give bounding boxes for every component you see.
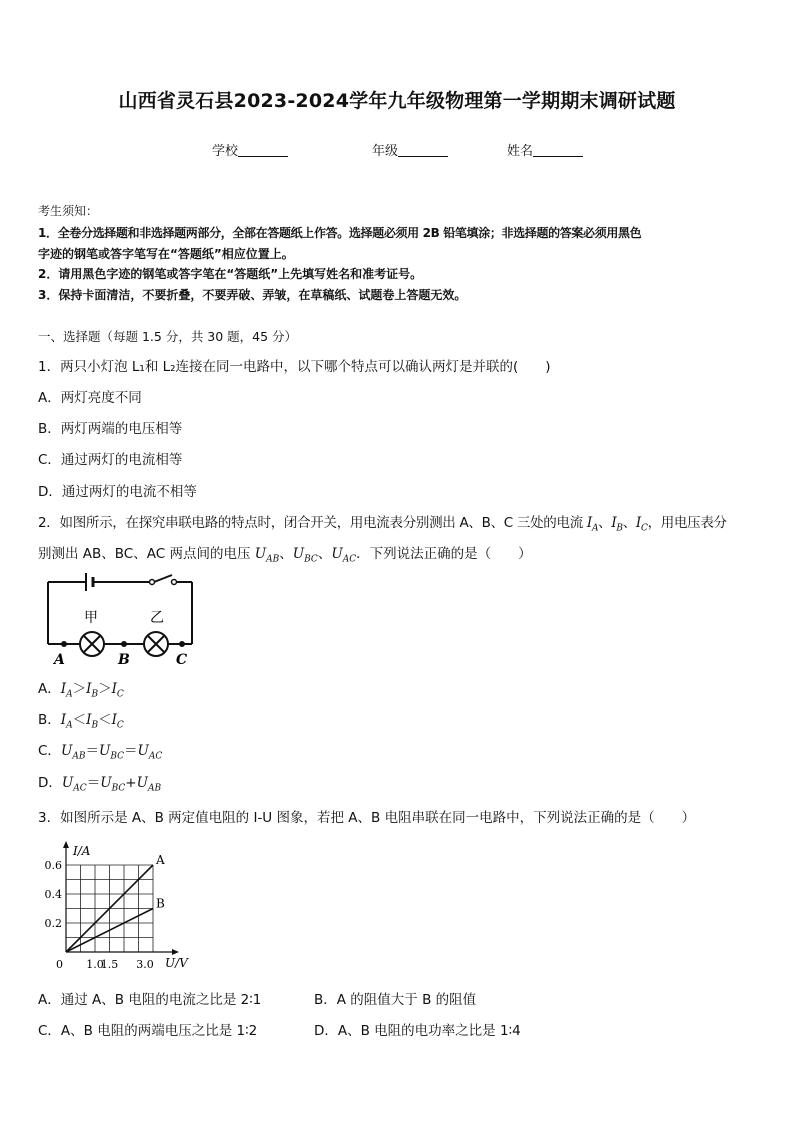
series-label-a: A	[156, 853, 165, 867]
y-tick-label: 0.2	[44, 917, 62, 930]
q2-option-a[interactable]: A．$I_A>I_B>I_C$	[38, 681, 124, 700]
series-label-b: B	[156, 896, 165, 911]
point-c-label: C	[176, 652, 188, 668]
section-heading: 一、选择题（每题 1.5 分，共 30 题，45 分）	[38, 329, 298, 344]
x-tick-label: 1.5	[100, 958, 119, 971]
grade-field[interactable]	[372, 140, 448, 159]
q2-stem-line2: 别测出 AB、BC、AC 两点间的电压 $U_{AB}$、$U_{BC}$、$U_{AC}$．下列说法正确的是（ ）	[38, 546, 532, 565]
circuit-diagram	[40, 570, 200, 670]
name-blank[interactable]	[533, 143, 583, 157]
q1-stem: 1．两只小灯泡 L₁和 L₂连接在同一电路中，以下哪个特点可以确认两灯是并联的( )	[38, 359, 551, 375]
iu-graph	[30, 840, 200, 975]
y-tick-label: 0.6	[44, 859, 62, 872]
notice-line-3: 3．保持卡面清洁，不要折叠，不要弄破、弄皱，在草稿纸、试题卷上答题无效。	[38, 288, 467, 302]
point-a-dot	[61, 641, 67, 647]
notice-line-1b: 字迹的钢笔或答字笔写在“答题纸”相应位置上。	[38, 247, 294, 261]
q2-option-d[interactable]: D．$U_{AC}=U_{BC}+U_{AB}$	[38, 775, 162, 794]
point-b-dot	[121, 641, 127, 647]
x-tick-label: 1.0	[86, 958, 104, 971]
grade-label: 年级	[372, 144, 399, 159]
y-axis-label: I/A	[73, 844, 91, 858]
name-label: 姓名	[507, 144, 534, 159]
q2-option-b[interactable]: B．$I_A<I_B<I_C$	[38, 712, 124, 731]
x-axis-label: U/V	[165, 956, 188, 970]
lamp-jia-label: 甲	[84, 610, 98, 626]
notice-heading: 考生须知：	[38, 204, 99, 218]
point-b-label: B	[118, 652, 130, 668]
school-label: 学校	[212, 144, 239, 159]
page-title: 山西省灵石县2023-2024学年九年级物理第一学期期末调研试题	[118, 90, 676, 112]
school-blank[interactable]	[238, 143, 288, 157]
lamp-yi-label: 乙	[150, 610, 164, 626]
q1-option-c[interactable]: C．通过两灯的电流相等	[38, 452, 183, 468]
grade-blank[interactable]	[398, 143, 448, 157]
x-tick-label: 0	[56, 958, 63, 971]
x-axis-arrow	[172, 949, 179, 955]
q3-option-d[interactable]: D．A、B 电阻的电功率之比是 1∶4	[314, 1023, 521, 1039]
q1-option-d[interactable]: D．通过两灯的电流不相等	[38, 484, 197, 500]
y-tick-label: 0.4	[44, 888, 62, 901]
school-field[interactable]	[212, 140, 288, 159]
q1-option-a[interactable]: A．两灯亮度不同	[38, 390, 142, 406]
notice-line-2: 2．请用黑色字迹的钢笔或答字笔在“答题纸”上先填写姓名和准考证号。	[38, 267, 423, 281]
q3-option-c[interactable]: C．A、B 电阻的两端电压之比是 1∶2	[38, 1023, 258, 1039]
point-c-dot	[179, 641, 185, 647]
x-tick-label: 3.0	[136, 958, 154, 971]
point-a-label: A	[54, 652, 65, 668]
y-axis-arrow	[63, 841, 69, 848]
q3-option-a[interactable]: A．通过 A、B 电阻的电流之比是 2∶1	[38, 992, 262, 1008]
q3-stem: 3．如图所示是 A、B 两定值电阻的 I-U 图象，若把 A、B 电阻串联在同一电路中，下列说法正确的是（ ）	[38, 810, 696, 826]
q3-option-b[interactable]: B．A 的阻值大于 B 的阻值	[314, 992, 477, 1008]
notice-line-1a: 1．全卷分选择题和非选择题两部分，全部在答题纸上作答。选择题必须用 2B 铅笔填涂；非选择题的答案必须用黑色	[38, 226, 642, 240]
q2-stem-line1: 2．如图所示，在探究串联电路的特点时，闭合开关，用电流表分别测出 A、B、C 三处的电流 $I_A$、$I_B$、$I_C$，用电压表分	[38, 515, 727, 534]
q1-option-b[interactable]: B．两灯两端的电压相等	[38, 421, 183, 437]
q2-option-c[interactable]: C．$U_{AB}=U_{BC}=U_{AC}$	[38, 743, 163, 762]
name-field[interactable]	[507, 140, 583, 159]
